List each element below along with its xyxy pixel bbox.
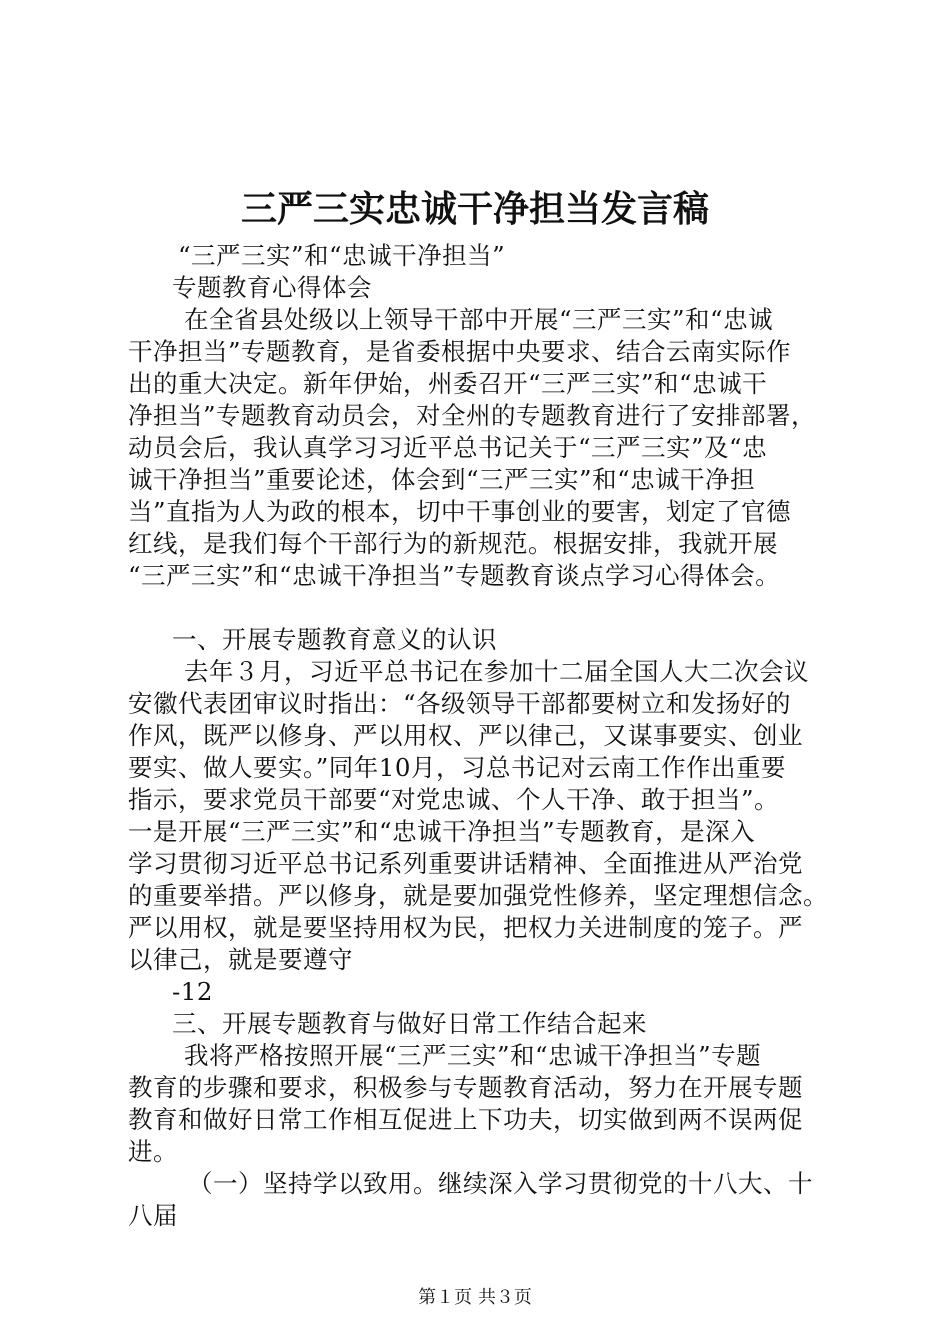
- paragraph-line: 出的重大决定。新年伊始，州委召开“三严三实”和“忠诚干: [128, 369, 768, 398]
- paragraph-line: 教育的步骤和要求，积极参与专题教育活动，努力在开展专题: [128, 1073, 803, 1102]
- paragraph-line: 的重要举措。严以修身，就是要加强党性修养，坚定理想信念。: [128, 881, 828, 910]
- paragraph-line: “三严三实”和“忠诚干净担当”专题教育谈点学习心得体会。: [128, 561, 781, 590]
- paragraph-line: 净担当”专题教育动员会，对全州的专题教育进行了安排部署，: [128, 401, 817, 430]
- paragraph-line: 指示，要求党员干部要“对党忠诚、个人干净、敢于担当”。: [128, 785, 780, 814]
- document-body: [128, 240, 828, 1232]
- document-title: 三严三实忠诚干净担当发言稿: [240, 188, 709, 230]
- paragraph-line: 干净担当”专题教育，是省委根据中央要求、结合云南实际作: [128, 337, 792, 366]
- paragraph-line: 要实、做人要实。”同年10月，习总书记对云南工作作出重要: [128, 753, 786, 782]
- paragraph-line: 动员会后，我认真学习习近平总书记关于“三严三实”及“忠: [128, 433, 768, 462]
- paragraph-line: 严以用权，就是要坚持用权为民，把权力关进制度的笼子。严: [128, 913, 803, 942]
- paragraph-line: 以律己，就是要遵守: [128, 945, 353, 974]
- paragraph-line: 学习贯彻习近平总书记系列重要讲话精神、全面推进从严治党: [128, 849, 803, 878]
- paragraph-line: 教育和做好日常工作相互促进上下功夫，切实做到两不误两促: [128, 1105, 803, 1134]
- paragraph-line: 专题教育心得体会: [172, 273, 372, 302]
- paragraph-line: -12: [172, 977, 213, 1006]
- paragraph-line: 在全省县处级以上领导干部中开展“三严三实”和“忠诚: [184, 305, 774, 334]
- blank-line: [128, 592, 828, 624]
- paragraph-line: 我将严格按照开展“三严三实”和“忠诚干净担当”专题: [184, 1041, 762, 1070]
- paragraph-line: 红线，是我们每个干部行为的新规范。根据安排，我就开展: [128, 529, 778, 558]
- paragraph-line: （一）坚持学以致用。继续深入学习贯彻党的十八大、十: [188, 1169, 813, 1198]
- paragraph-line: 安徽代表团审议时指出：“各级领导干部都要树立和发扬好的: [128, 689, 792, 718]
- paragraph-line: 八届: [128, 1201, 178, 1230]
- paragraph-line: 当”直指为人为政的根本，切中干事创业的要害，划定了官德: [128, 497, 792, 526]
- paragraph-line: “三严三实”和“忠诚干净担当”: [178, 241, 506, 270]
- paragraph-line: 作风，既严以修身、严以用权、严以律己，又谋事要实、创业: [128, 721, 803, 750]
- paragraph-line: 诚干净担当”重要论述，体会到“三严三实”和“忠诚干净担: [128, 465, 756, 494]
- paragraph-line: 一、开展专题教育意义的认识: [172, 625, 497, 654]
- paragraph-line: 进。: [128, 1137, 178, 1166]
- page-footer: 第１页 共３页: [418, 1287, 532, 1308]
- paragraph-line: 三、开展专题教育与做好日常工作结合起来: [172, 1009, 647, 1038]
- paragraph-line: 一是开展“三严三实”和“忠诚干净担当”专题教育，是深入: [128, 817, 756, 846]
- paragraph-line: 去年３月，习近平总书记在参加十二届全国人大二次会议: [184, 657, 809, 686]
